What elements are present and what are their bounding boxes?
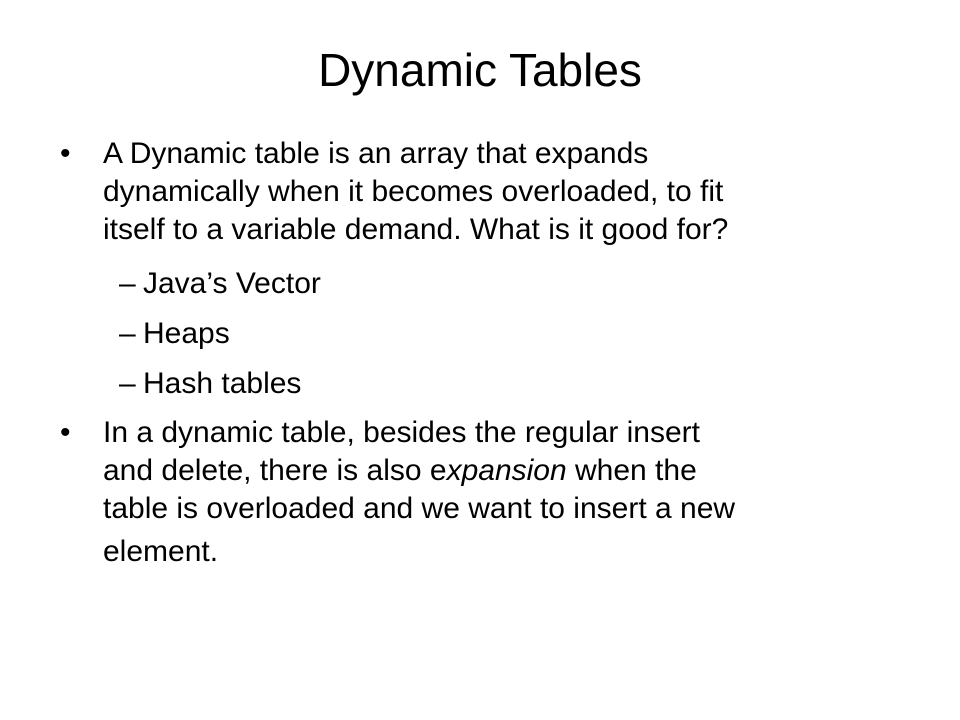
subitem-java-vector [119, 265, 321, 303]
bullet-line: element. [103, 535, 219, 568]
subitem-label: Hash tables [143, 367, 302, 400]
subitem-label: Java’s Vector [143, 267, 321, 300]
bullet-line: In a dynamic table, besides the regular insert [103, 416, 700, 449]
bullet-marker: • [60, 416, 71, 449]
subitem-hash-tables [119, 365, 302, 403]
bullet-line: dynamically when it becomes overloaded, to fit [103, 175, 724, 208]
bullet-definition [60, 135, 903, 249]
bullet-line [103, 452, 903, 490]
subitem-heaps [119, 315, 230, 353]
bullet-line: A Dynamic table is an array that expands [103, 137, 649, 170]
dash-marker: – [119, 367, 136, 400]
text-run: when the [566, 454, 697, 487]
bullet-expansion [60, 414, 903, 576]
text-run: and delete, there is also e [103, 454, 447, 487]
dash-marker: – [119, 317, 136, 350]
emphasis-text: xpansion [446, 454, 567, 487]
bullet-line: itself to a variable demand. What is it good for? [103, 213, 729, 246]
bullet-line: table is overloaded and we want to insert a new [103, 492, 736, 525]
bullet-marker: • [60, 137, 71, 170]
dash-marker: – [119, 267, 136, 300]
subitem-label: Heaps [143, 317, 230, 350]
slide-title: Dynamic Tables [318, 44, 642, 96]
